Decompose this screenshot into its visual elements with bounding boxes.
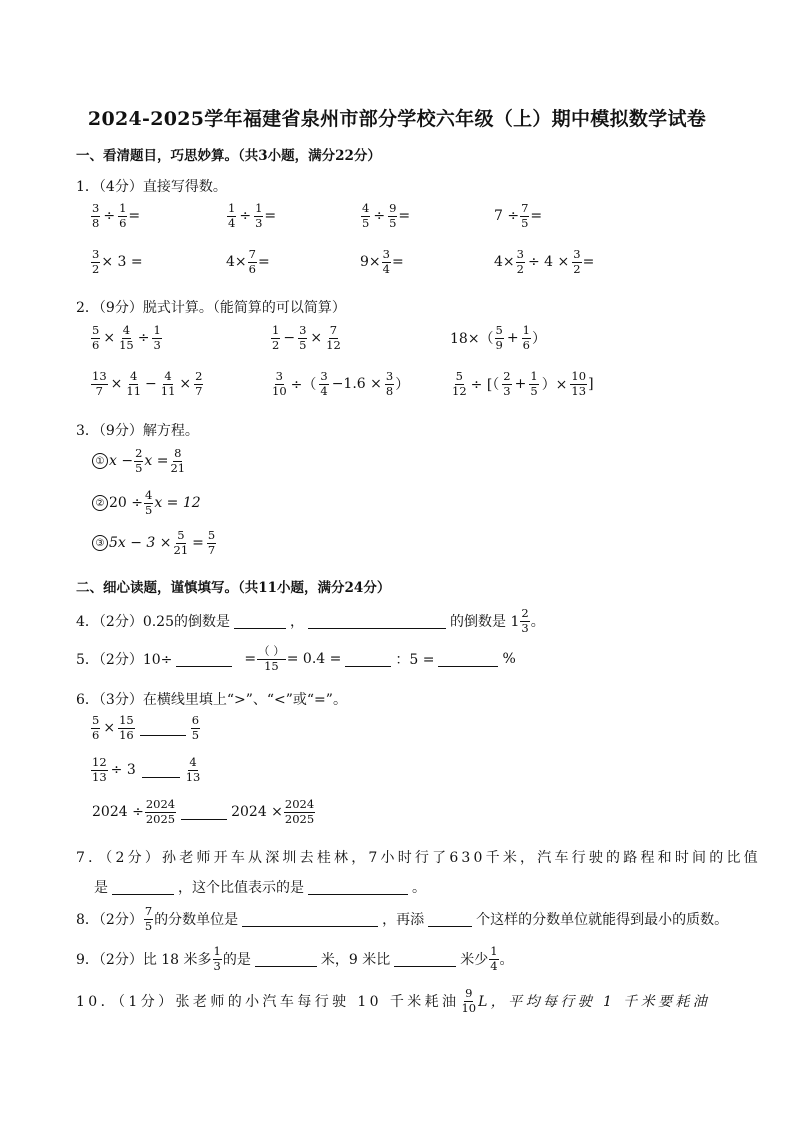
q6-item-b: $\frac{12}{13}$ ÷ 3 $\frac{4}{13}$ [92, 755, 201, 784]
circled-number-3: ③ [92, 535, 108, 551]
answer-blank[interactable] [438, 652, 498, 667]
answer-blank[interactable] [345, 652, 391, 667]
circled-number-2: ② [92, 495, 108, 511]
section-heading-2: 二、细心读题，谨慎填写。（共11小题，满分24分） [76, 580, 391, 596]
q3-equation-3: ③ 5x − 3 × $\frac{5}{21}$ = $\frac{5}{7}$ [92, 530, 217, 556]
q1-item-b: $\frac{1}{4}$ ÷ $\frac{1}{3}$ = [228, 201, 277, 230]
q6-item-c: 2024 ÷ $\frac{2024}{2025}$ 2024 × $\frac{2024}{2025}$ [92, 797, 315, 826]
question-10: 10．（1分）张老师的小汽车每行驶 10 千米耗油 $\frac{9}{10}$ L，平均每行驶 1 千米要耗油 [76, 986, 711, 1015]
answer-blank[interactable] [140, 721, 186, 736]
question-3-label: 3．（9分）解方程。 [76, 423, 199, 439]
page-title: 2024-2025学年福建省泉州市部分学校六年级（上）期中模拟数学试卷 [87, 108, 707, 130]
q2-item-b: $\frac{1}{2}$ − $\frac{3}{5}$ × $\frac{7}{12}$ [272, 323, 341, 352]
answer-blank[interactable] [234, 614, 286, 629]
question-6-label: 6．（3分）在横线里填上“>”、“<”或“=”。 [76, 692, 347, 708]
answer-blank[interactable] [394, 952, 456, 967]
q2-item-f: $\frac{5}{12}$ ÷ [（ $\frac{2}{3}$ + $\frac{1}{5}$ ）× $\frac{10}{13}$ ] [452, 369, 594, 398]
question-7-line-2: 是 ，这个比值表示的是 。 [94, 880, 426, 896]
answer-blank[interactable] [242, 912, 378, 927]
question-8: 8．（2分） $\frac{7}{5}$ 的分数单位是 ，再添 个这样的分数单位就能得到最小的质数。 [76, 904, 729, 933]
answer-blank[interactable] [428, 912, 472, 927]
q1-item-a: $\frac{3}{8}$ ÷ $\frac{1}{6}$ = [92, 201, 141, 230]
q3-equation-2: ② 20 ÷ $\frac{4}{5}$ x = 12 [92, 490, 201, 516]
q1-item-d: 7 ÷ $\frac{7}{5}$ = [494, 201, 543, 230]
answer-blank[interactable] [112, 880, 174, 895]
answer-blank[interactable] [308, 614, 446, 629]
answer-blank[interactable] [255, 952, 317, 967]
section-heading-1: 一、看清题目，巧思妙算。（共3小题，满分22分） [76, 148, 381, 164]
question-1-label: 1．（4分）直接写得数。 [76, 179, 227, 195]
answer-blank[interactable] [181, 805, 227, 820]
q1-item-f: 4× $\frac{7}{6}$ = [226, 247, 270, 276]
q1-item-h: 4× $\frac{3}{2}$ ÷ 4 × $\frac{3}{2}$ = [494, 247, 595, 276]
answer-blank[interactable] [176, 652, 232, 667]
q1-item-c: $\frac{4}{5}$ ÷ $\frac{9}{5}$ = [362, 201, 411, 230]
circled-number-1: ① [92, 453, 108, 469]
question-9: 9．（2分）比 18 米多 $\frac{1}{3}$ 的是 米，9 米比 米少 $\frac{1}{4}$ 。 [76, 944, 514, 973]
q6-item-a: $\frac{5}{6}$ × $\frac{15}{16}$ $\frac{6}{5}$ [92, 713, 200, 742]
answer-blank[interactable] [142, 763, 180, 778]
q1-item-g: 9× $\frac{3}{4}$ = [360, 247, 404, 276]
q1-item-e: $\frac{3}{2}$ × 3 = [92, 247, 143, 276]
question-5: 5．（2分）10÷ = $\frac{( )}{15}$ = 0.4 = ：5 = % [76, 644, 516, 673]
question-7-line-1: 7．（2分）孙老师开车从深圳去桂林，7小时行了630千米，汽车行驶的路程和时间的比值 [76, 850, 761, 866]
question-4: 4．（2分）0.25的倒数是 ， 的倒数是 1 $\frac{2}{3}$ 。 [76, 606, 545, 635]
q3-equation-1: ① x − $\frac{2}{5}$ x = $\frac{8}{21}$ [92, 448, 187, 474]
q2-item-d: $\frac{13}{7}$ × $\frac{4}{11}$ − $\frac{4}{11}$ × $\frac{2}{7}$ [92, 369, 203, 398]
q2-item-c: 18×（ $\frac{5}{9}$ + $\frac{1}{6}$ ） [450, 323, 546, 352]
answer-blank[interactable] [308, 880, 408, 895]
question-2-label: 2．（9分）脱式计算。（能简算的可以简算） [76, 300, 346, 316]
q2-item-a: $\frac{5}{6}$ × $\frac{4}{15}$ ÷ $\frac{1}{3}$ [92, 323, 161, 352]
q2-item-e: $\frac{3}{10}$ ÷（ $\frac{3}{4}$ −1.6 × $\frac{3}{8}$ ） [272, 369, 410, 398]
